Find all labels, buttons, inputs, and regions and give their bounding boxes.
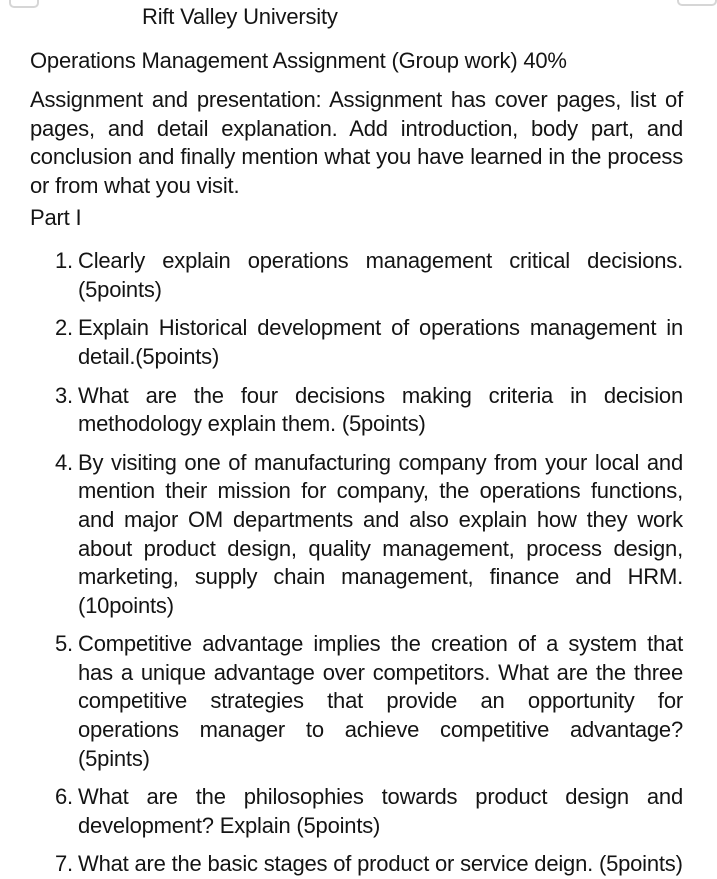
question-item-1: [30, 247, 683, 304]
document-body: [30, 0, 683, 879]
question-number: 7.: [55, 851, 73, 877]
question-item-5: [30, 630, 683, 773]
assignment-heading: Operations Management Assignment (Group work) 40%: [30, 47, 567, 73]
question-item-3: [30, 382, 683, 439]
question-text: By visiting one of manufacturing company from your local and mention their mission for company, the operations functions, and major OM departments and also explain how they work about product design, quality management, process design, marketing, supply chain management, finance and HRM. (10points): [78, 449, 683, 618]
question-number: 6.: [55, 784, 73, 810]
question-item-6: [30, 783, 683, 840]
question-number: 5.: [55, 631, 73, 657]
question-text: What are the basic stages of product or service deign. (5points): [78, 851, 683, 877]
question-number: 2.: [55, 315, 73, 341]
question-text: Competitive advantage implies the creation of a system that has a unique advantage over competitors. What are the three competitive strategies that provide an opportunity for operations manager to achieve competitive advantage? (5pints): [78, 631, 683, 771]
intro-paragraph: Assignment and presentation: Assignment has cover pages, list of pages, and detail explanation. Add introduction, body part, and conclusion and finally mention what you have learned in the process or from what you visit.: [30, 87, 683, 198]
question-list: [30, 247, 683, 879]
question-text: Clearly explain operations management critical decisions. (5points): [78, 248, 683, 302]
document-title: Rift Valley University: [142, 4, 338, 29]
question-number: 4.: [55, 449, 73, 475]
question-item-7: [30, 850, 683, 879]
question-number: 3.: [55, 382, 73, 408]
question-text: What are the philosophies towards product design and development? Explain (5points): [78, 784, 683, 838]
cutoff-element-top-right: [677, 0, 717, 6]
question-item-2: [30, 314, 683, 371]
question-number: 1.: [55, 248, 73, 274]
question-text: Explain Historical development of operations management in detail.(5points): [78, 315, 683, 369]
question-item-4: [30, 449, 683, 621]
question-text: What are the four decisions making criteria in decision methodology explain them. (5points): [78, 382, 683, 437]
section-label: Part I: [30, 204, 82, 230]
